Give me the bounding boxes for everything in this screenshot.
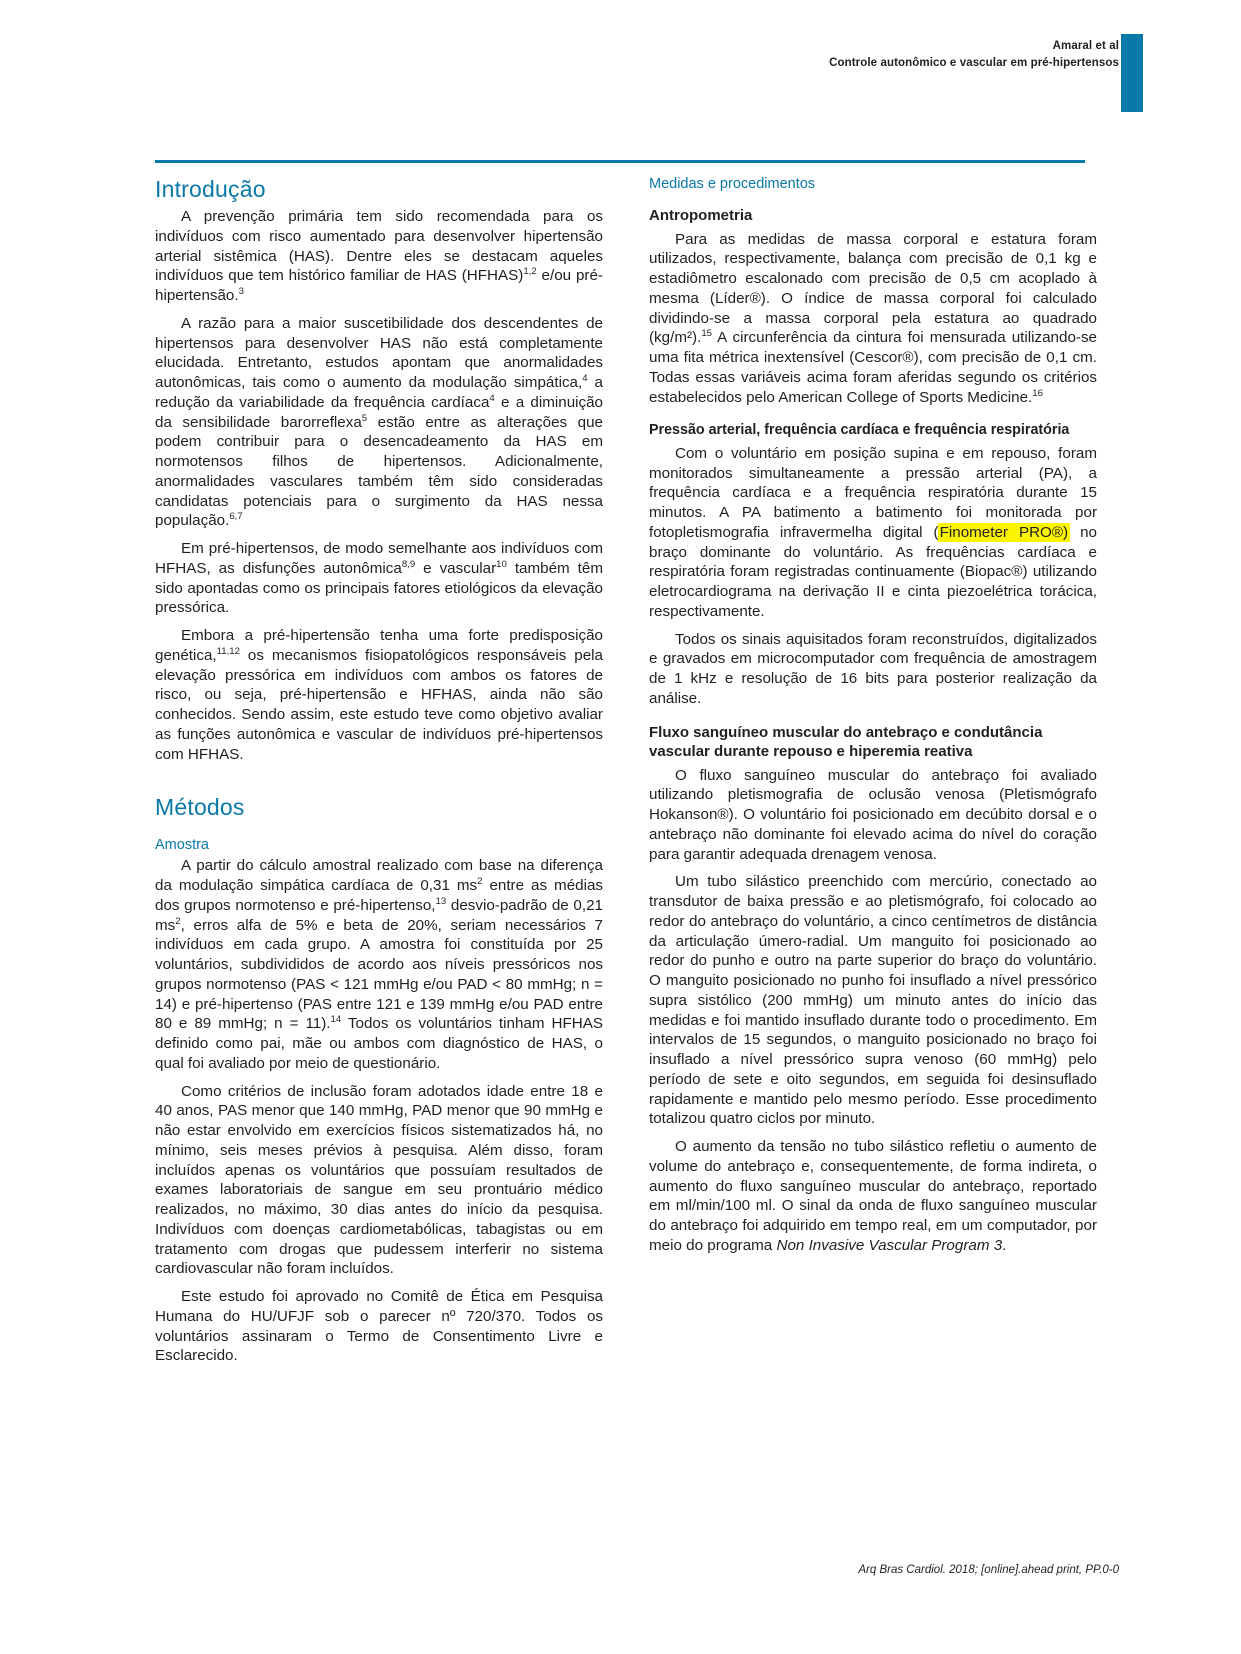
left-column [155, 172, 603, 1374]
ref-13: 13 [435, 895, 447, 907]
ref-14: 14 [330, 1014, 342, 1026]
running-head-authors: Amaral et al [1052, 40, 1119, 52]
section-title-metodos: Métodos [155, 794, 245, 821]
program-name-italic: Non Invasive Vascular Program 3 [776, 1236, 1003, 1254]
ref-8-9: 8,9 [401, 558, 416, 570]
bp-paragraph-1: Com o voluntário em posição supina e em repouso, foram monitorados simultaneamente a pressão arterial (PA), a frequência cardíaca e a frequência respiratória durante 15 minutos. A PA batimento a batimento foi monitorada por fotopletismografia infravermelha digital (Finometer PRO®) no braço dominante do voluntário. As frequências cardíaca e respiratória foram registradas continuamente (Biopac®) utilizando eletrocardiograma na derivação II e cinta piezoelétrica torácica, respectivamente. [649, 444, 1097, 620]
ref-6-7: 6,7 [229, 511, 243, 523]
ref-15: 15 [701, 328, 712, 340]
block-title-antropometria: Antropometria [649, 207, 753, 224]
footer-citation: Arq Bras Cardiol. 2018; [online].ahead print, PP.0-0 [858, 1564, 1119, 1576]
section-title-introducao: Introdução [155, 176, 266, 202]
subsection-title-medidas: Medidas e procedimentos [649, 176, 816, 192]
block-title-pressao-arterial: Pressão arterial, frequência cardíaca e frequência respiratória [649, 422, 1070, 439]
bp-paragraph-2: Todos os sinais aquisitados foram reconstruídos, digitalizados e gravados em microcomputador com frequência de amostragem de 1 kHz e resolução de 16 bits para posterior realização da análise. [649, 630, 1097, 707]
ref-10: 10 [496, 558, 507, 570]
anthropometry-paragraph: Para as medidas de massa corporal e estatura foram utilizados, respectivamente, balança com precisão de 0,1 kg e estadiômetro escalonado com precisão de 0,5 cm acoplado à mesma (Líder®). O índice de massa corporal foi calculado dividindo-se a massa corporal pela estatura ao quadrado (kg/m²).$^{15}$ A circunferência da cintura foi mensurada utilizando-se uma fita métrica inextensível (Cescor®), com precisão de 0,1 cm. Todas essas variáveis acima foram aferidas segundo os critérios estabelecidos pelo American College of Sports Medicine.$^{16}$ [649, 230, 1097, 406]
flow-paragraph-3: O aumento da tensão no tubo silástico refletiu o aumento de volume do antebraço e, consequentemente, de forma indireta, o aumento do fluxo sanguíneo muscular do antebraço, reportado em ml/min/100 ml. O sinal da onda de fluxo sanguíneo muscular do antebraço foi adquirido em tempo real, em um computador, por meio do programa Non Invasive Vascular Program 3. [649, 1138, 1097, 1254]
ref-1-2: 1,2 [523, 266, 537, 278]
sample-paragraph-1: A partir do cálculo amostral realizado com base na diferença da modulação simpática cardíaca de 0,31 $ms^2$ entre as médias dos grupos normotenso e pré-hipertenso,$^{13}$ desvio-padrão de 0,21 $ms^2$, erros alfa de 5% e beta de 20%, seriam necessários 7 indivíduos em cada grupo. A amostra foi constituída por 25 voluntários, subdivididos de acordo aos níveis pressóricos nos grupos normotenso (PAS < 121 mmHg e/ou PAD < 80 mmHg; n = 14) e pré-hipertenso (PAS entre 121 e 139 mmHg e/ou PAD entre 80 e 89 mmHg; n = 11).$^{14}$ Todos os voluntários tinham HFHAS definido como pai, mãe ou ambos com diagnóstico de HAS, o qual foi avaliado por meio de questionário. [155, 857, 603, 1072]
header-rule [155, 160, 1085, 163]
running-head-title: Controle autonômico e vascular em pré-hipertensos [829, 57, 1119, 70]
ref-16: 16 [1032, 387, 1043, 399]
subsection-title-amostra: Amostra [155, 837, 209, 854]
page-body [155, 172, 1097, 1512]
block-title-fluxo-sanguineo: Fluxo sanguíneo muscular do antebraço e condutância vascular durante repouso e hiperemia reativa [649, 723, 1043, 761]
ref-11-12: 11,12 [216, 645, 240, 657]
highlighted-device-name: Finometer PRO®) [939, 523, 1069, 541]
running-head [829, 38, 1119, 73]
flow-paragraph-2: Um tubo silástico preenchido com mercúrio, conectado ao transdutor de baixa pressão e ao pletismógrafo, foi colocado ao redor do antebraço do voluntário, a cinco centímetros de distância da articulação úmero-radial. Um manguito foi posicionado ao redor do punho e outro na parte superior do braço do voluntário. O manguito posicionado no punho foi insuflado a nível pressórico supra sistólico (200 mmHg) um minuto antes do início das medidas e foi mantido insuflado durante todo o procedimento. Em intervalos de 15 segundos, o manguito posicionado no braço foi insuflado a nível pressórico supra venoso (60 mmHg) pelo período de sete e oito segundos, em seguida foi desinsuflado rapidamente e mantido pelo mesmo período. Esse procedimento totalizou quatro ciclos por minuto. [649, 873, 1097, 1128]
sample-paragraph-2: Como critérios de inclusão foram adotados idade entre 18 e 40 anos, PAS menor que 140 mmHg, PAD menor que 90 mmHg e não estar envolvido em exercícios físicos sistematizados há, no mínimo, seis meses prévios à pesquisa. Além disso, foram incluídos apenas os voluntários que possuíam resultados de exames laboratoriais de sangue em seu prontuário médico realizados, no máximo, 30 dias antes do início da pesquisa. Indivíduos com doenças cardiometabólicas, tabagistas ou em tratamento com drogas que pudessem interferir no sistema cardiovascular não foram incluídos. [155, 1082, 603, 1278]
intro-paragraph-1: A prevenção primária tem sido recomendada para os indivíduos com risco aumentado para desenvolver hipertensão arterial sistêmica (HAS). Dentre eles se destacam aqueles indivíduos que tem histórico familiar de HAS (HFHAS)$^{1,2}$ e/ou pré-hipertensão.$^3$ [155, 208, 603, 304]
intro-paragraph-4: Embora a pré-hipertensão tenha uma forte predisposição genética,$^{11,12}$ os mecanismos fisiopatológicos responsáveis pela elevação pressórica em indivíduos com ambos os fatores de risco, ou seja, pré-hipertensão e HFHAS, ainda não são conhecidos. Sendo assim, este estudo teve como objetivo avaliar as funções autonômica e vascular de indivíduos pré-hipertensos com HFHAS. [155, 627, 603, 763]
right-column [649, 172, 1097, 1264]
unit-ms2-a: 2 [477, 875, 483, 887]
ref-3: 3 [238, 285, 244, 297]
intro-paragraph-3: Em pré-hipertensos, de modo semelhante aos indivíduos com HFHAS, as disfunções autonômica$^{8,9}$ e vascular$^{10}$ também têm sido apontadas como os principais fatores etiológicos da elevação pressórica. [155, 540, 603, 617]
sample-paragraph-3: Este estudo foi aprovado no Comitê de Ética em Pesquisa Humana do HU/UFJF sob o parecer nº 720/370. Todos os voluntários assinaram o Termo de Consentimento Livre e Esclarecido. [155, 1288, 603, 1365]
ref-4a: 4 [582, 372, 588, 384]
intro-paragraph-2: A razão para a maior suscetibilidade dos descendentes de hipertensos para desenvolver HAS não está completamente elucidada. Entretanto, estudos apontam que anormalidades autonômicas, tais como o aumento da modulação simpática,$^4$ a redução da variabilidade da frequência cardíaca$^4$ e a diminuição da sensibilidade barorreflexa$^5$ estão entre as alterações que podem contribuir para o desencadeamento da HAS em normotensos filhos de hipertensos. Adicionalmente, anormalidades vasculares também têm sido consideradas candidatas potenciais para o surgimento da HAS nessa população.$^{6,7}$ [155, 314, 604, 530]
ref-4b: 4 [489, 392, 495, 404]
unit-ms2-b: 2 [175, 915, 181, 927]
header-accent-bar [1121, 34, 1143, 112]
flow-paragraph-1: O fluxo sanguíneo muscular do antebraço foi avaliado utilizando pletismografia de oclusão venosa (Pletismógrafo Hokanson®). O voluntário foi posicionado em decúbito dorsal e o antebraço não dominante foi elevado acima do nível do coração para garantir adequada drenagem venosa. [649, 766, 1097, 863]
ref-5: 5 [361, 412, 368, 424]
